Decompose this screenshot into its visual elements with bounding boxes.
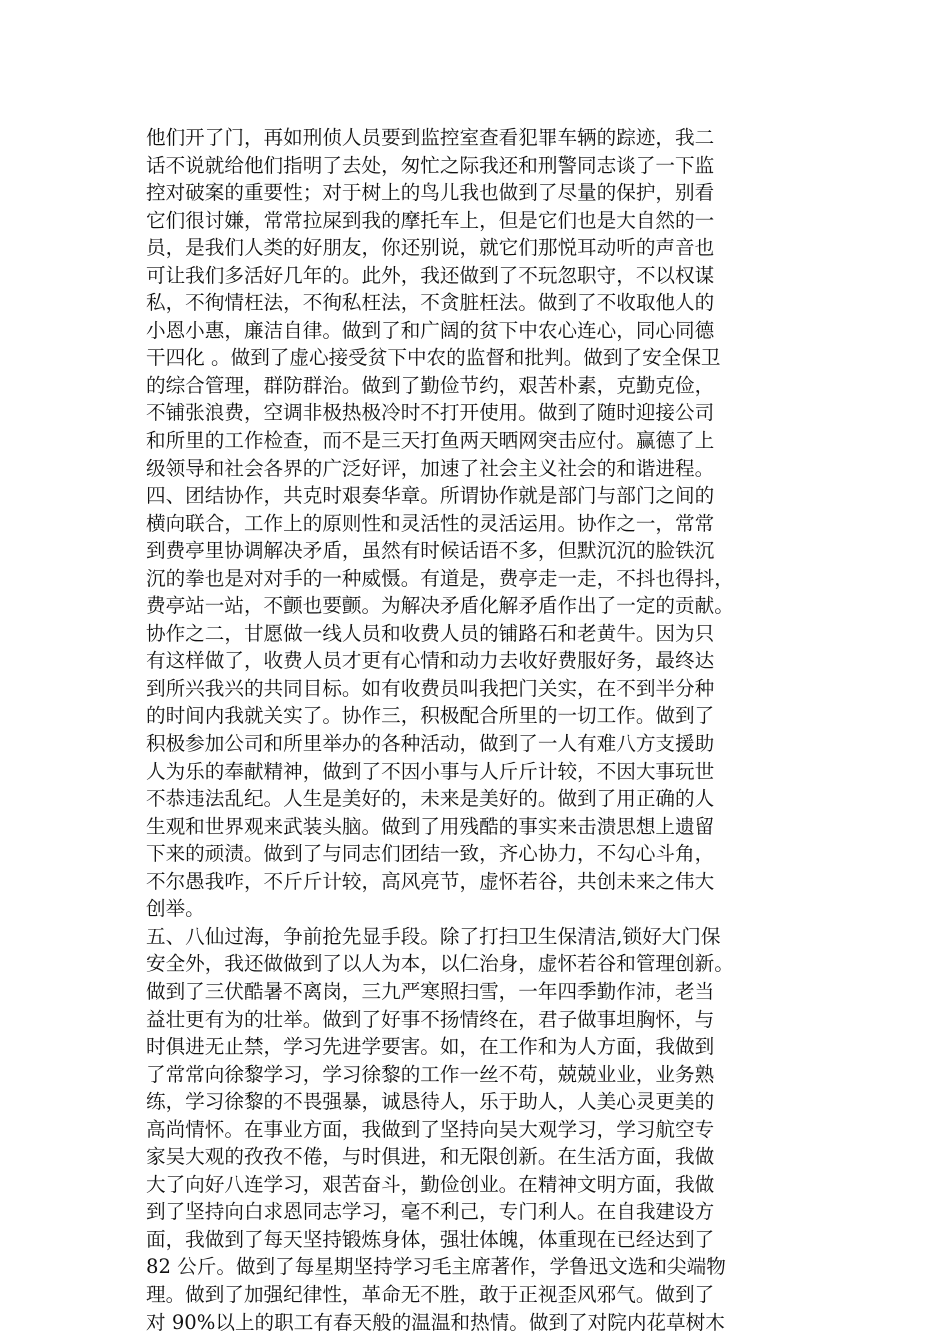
text-line: 理。做到了加强纪律性，革命无不胜，敢于正视歪风邪气。做到了: [146, 1282, 715, 1306]
text-line: 大了向好八连学习，艰苦奋斗，勤俭创业。在精神文明方面，我做: [146, 1172, 715, 1196]
text-line: 协作之二，甘愿做一线人员和收费人员的铺路石和老黄牛。因为只: [146, 621, 715, 645]
text-line: 横向联合，工作上的原则性和灵活性的灵活运用。协作之一，常常: [146, 511, 715, 535]
text-line: 面，我做到了每天坚持锻炼身体，强壮体魄，体重现在已经达到了: [146, 1227, 715, 1251]
text-line: 控对破案的重要性；对于树上的鸟儿我也做到了尽量的保护，别看: [146, 181, 715, 205]
text-line: 下来的顽渍。做到了与同志们团结一致，齐心协力，不勾心斗角，: [146, 842, 715, 866]
text-line: 做到了三伏酷暑不离岗，三九严寒照扫雪，一年四季勤作沛，老当: [146, 979, 715, 1003]
text-line: 他们开了门，再如刑侦人员要到监控室查看犯罪车辆的踪迹，我二: [146, 126, 715, 149]
text-line: 四、团结协作，共克时艰奏华章。所谓协作就是部门与部门之间的: [146, 484, 715, 508]
text-line: 练，学习徐黎的不畏强暴，诚恳待人，乐于助人，人美心灵更美的: [146, 1090, 715, 1114]
body-text: [146, 124, 806, 1336]
text-line: 不恭违法乱纪。人生是美好的，未来是美好的。做到了用正确的人: [146, 787, 715, 811]
text-line: 的综合管理，群防群治。做到了勤俭节约，艰苦朴素，克勤克俭，: [146, 373, 715, 397]
text-line: 益壮更有为的壮举。做到了好事不扬情终在，君子做事坦胸怀，与: [146, 1007, 715, 1031]
text-line: 员，是我们人类的好朋友，你还别说，就它们那悦耳动听的声音也: [146, 236, 715, 260]
text-line: 和所里的工作检查，而不是三天打鱼两天晒网突击应付。赢德了上: [146, 429, 715, 453]
text-line: 费亭站一站，不颤也要颤。为解决矛盾化解矛盾作出了一定的贡献。: [146, 594, 734, 618]
text-line: 到费亭里协调解决矛盾，虽然有时候话语不多，但默沉沉的脸铁沉: [146, 539, 715, 563]
text-line: 话不说就给他们指明了去处，匆忙之际我还和刑警同志谈了一下监: [146, 153, 715, 177]
text-line: 家吴大观的孜孜不倦，与时俱进，和无限创新。在生活方面，我做: [146, 1145, 715, 1169]
text-line: 干四化 。做到了虚心接受贫下中农的监督和批判。做到了安全保卫: [146, 346, 721, 370]
text-line: 了常常向徐黎学习，学习徐黎的工作一丝不苟，兢兢业业，业务熟: [146, 1062, 715, 1086]
text-line: 生观和世界观来武装头脑。做到了用残酷的事实来击溃思想上遗留: [146, 814, 715, 838]
text-line: 不尔愚我咋，不斤斤计较，高风亮节，虚怀若谷，共创未来之伟大: [146, 869, 715, 893]
text-line: 级领导和社会各界的广泛好评，加速了社会主义社会的和谐进程。: [146, 456, 715, 480]
text-line: 的时间内我就关实了。协作三，积极配合所里的一切工作。做到了: [146, 704, 715, 728]
text-line: 积极参加公司和所里举办的各种活动，做到了一人有难八方支援助: [146, 732, 715, 756]
text-line: 沉的拳也是对对手的一种威慑。有道是，费亭走一走，不抖也得抖，: [146, 566, 734, 590]
text-line: 五、八仙过海，争前抢先显手段。除了打扫卫生保清洁,锁好大门保: [146, 924, 721, 948]
text-line: 可让我们多活好几年的。此外，我还做到了不玩忽职守，不以权谋: [146, 263, 715, 287]
text-line: 高尚情怀。在事业方面，我做到了坚持向吴大观学习，学习航空专: [146, 1117, 715, 1141]
text-line: 小恩小惠，廉洁自律。做到了和广阔的贫下中农心连心，同心同德: [146, 318, 715, 342]
text-line: 不铺张浪费，空调非极热极冷时不打开使用。做到了随时迎接公司: [146, 401, 715, 425]
text-line: 到所兴我兴的共同目标。如有收费员叫我把门关实，在不到半分种: [146, 676, 715, 700]
text-line: 对 90%以上的职工有春天般的温温和热情。做到了对院内花草树木: [146, 1310, 725, 1334]
text-line: 私，不徇情枉法，不徇私枉法，不贪脏枉法。做到了不收取他人的: [146, 291, 715, 315]
text-line: 创举。: [146, 897, 205, 921]
text-line: 82 公斤。做到了每星期坚持学习毛主席著作，学鲁迅文选和尖端物: [146, 1255, 726, 1279]
text-line: 人为乐的奉献精神，做到了不因小事与人斤斤计较，不因大事玩世: [146, 759, 715, 783]
text-line: 它们很讨嫌，常常拉屎到我的摩托车上，但是它们也是大自然的一: [146, 208, 715, 232]
text-line: 时俱进无止禁，学习先进学要害。如，在工作和为人方面，我做到: [146, 1035, 715, 1059]
text-line: 安全外，我还做做到了以人为本，以仁治身，虚怀若谷和管理创新。: [146, 952, 734, 976]
text-line: 有这样做了，收费人员才更有心情和动力去收好费服好务，最终达: [146, 649, 715, 673]
text-line: 到了坚持向白求恩同志学习，毫不利己，专门利人。在自我建设方: [146, 1200, 715, 1224]
